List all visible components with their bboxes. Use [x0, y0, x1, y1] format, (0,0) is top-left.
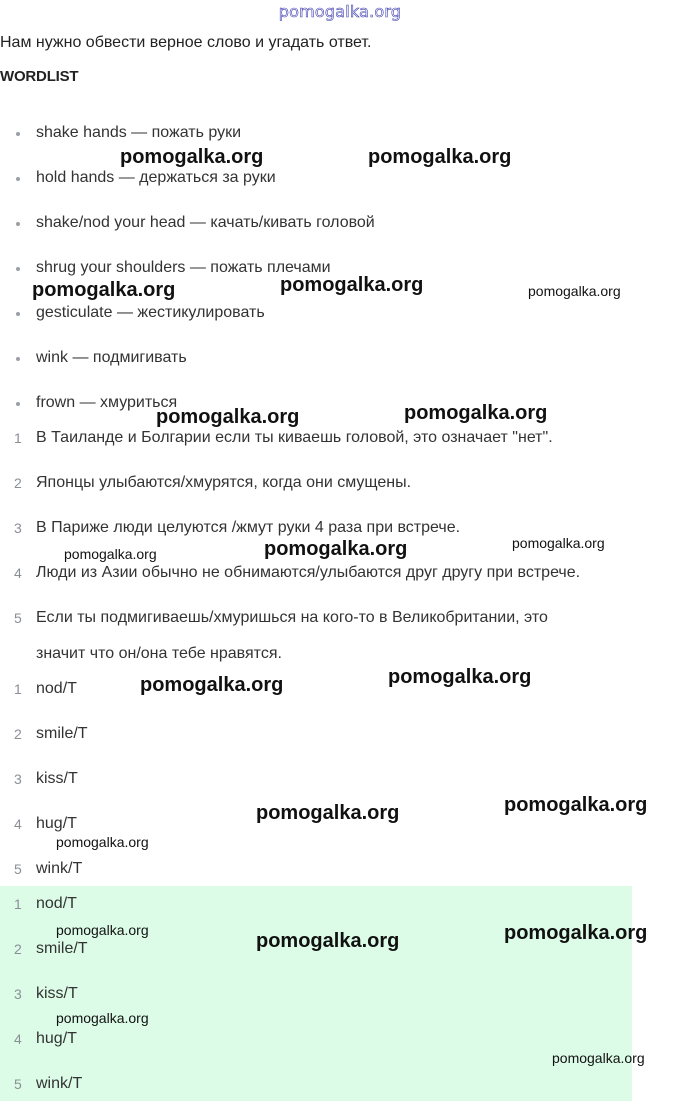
watermark: pomogalka.org — [280, 274, 424, 296]
watermark: pomogalka.org — [256, 802, 400, 824]
watermark: pomogalka.org — [552, 1050, 645, 1066]
watermark: pomogalka.org — [368, 146, 512, 168]
watermark: pomogalka.org — [512, 535, 605, 551]
watermark: pomogalka.org — [56, 1010, 149, 1026]
watermark: pomogalka.org — [56, 834, 149, 850]
watermark: pomogalka.org — [56, 922, 149, 938]
watermark: pomogalka.org — [256, 930, 400, 952]
wordlist-heading: WORDLIST — [0, 68, 79, 85]
bullet-icon — [16, 312, 20, 316]
bullet-icon — [16, 132, 20, 136]
bullet-icon — [16, 267, 20, 271]
highlighted-answer-block — [0, 886, 632, 1101]
bullet-icon — [16, 222, 20, 226]
watermark: pomogalka.org — [504, 922, 648, 944]
watermark: pomogalka.org — [504, 794, 648, 816]
bullet-icon — [16, 177, 20, 181]
watermark: pomogalka.org — [156, 406, 300, 428]
watermark: pomogalka.org — [528, 283, 621, 299]
watermark: pomogalka.org — [404, 402, 548, 424]
intro-text: Нам нужно обвести верное слово и угадать ответ. — [0, 34, 372, 51]
watermark: pomogalka.org — [388, 666, 532, 688]
watermark: pomogalka.org — [264, 538, 408, 560]
bullet-icon — [16, 402, 20, 406]
bullet-icon — [16, 357, 20, 361]
site-logo: pomogalka.org — [278, 2, 402, 21]
watermark: pomogalka.org — [32, 279, 176, 301]
watermark: pomogalka.org — [120, 146, 264, 168]
watermark: pomogalka.org — [64, 546, 157, 562]
watermark: pomogalka.org — [140, 674, 284, 696]
